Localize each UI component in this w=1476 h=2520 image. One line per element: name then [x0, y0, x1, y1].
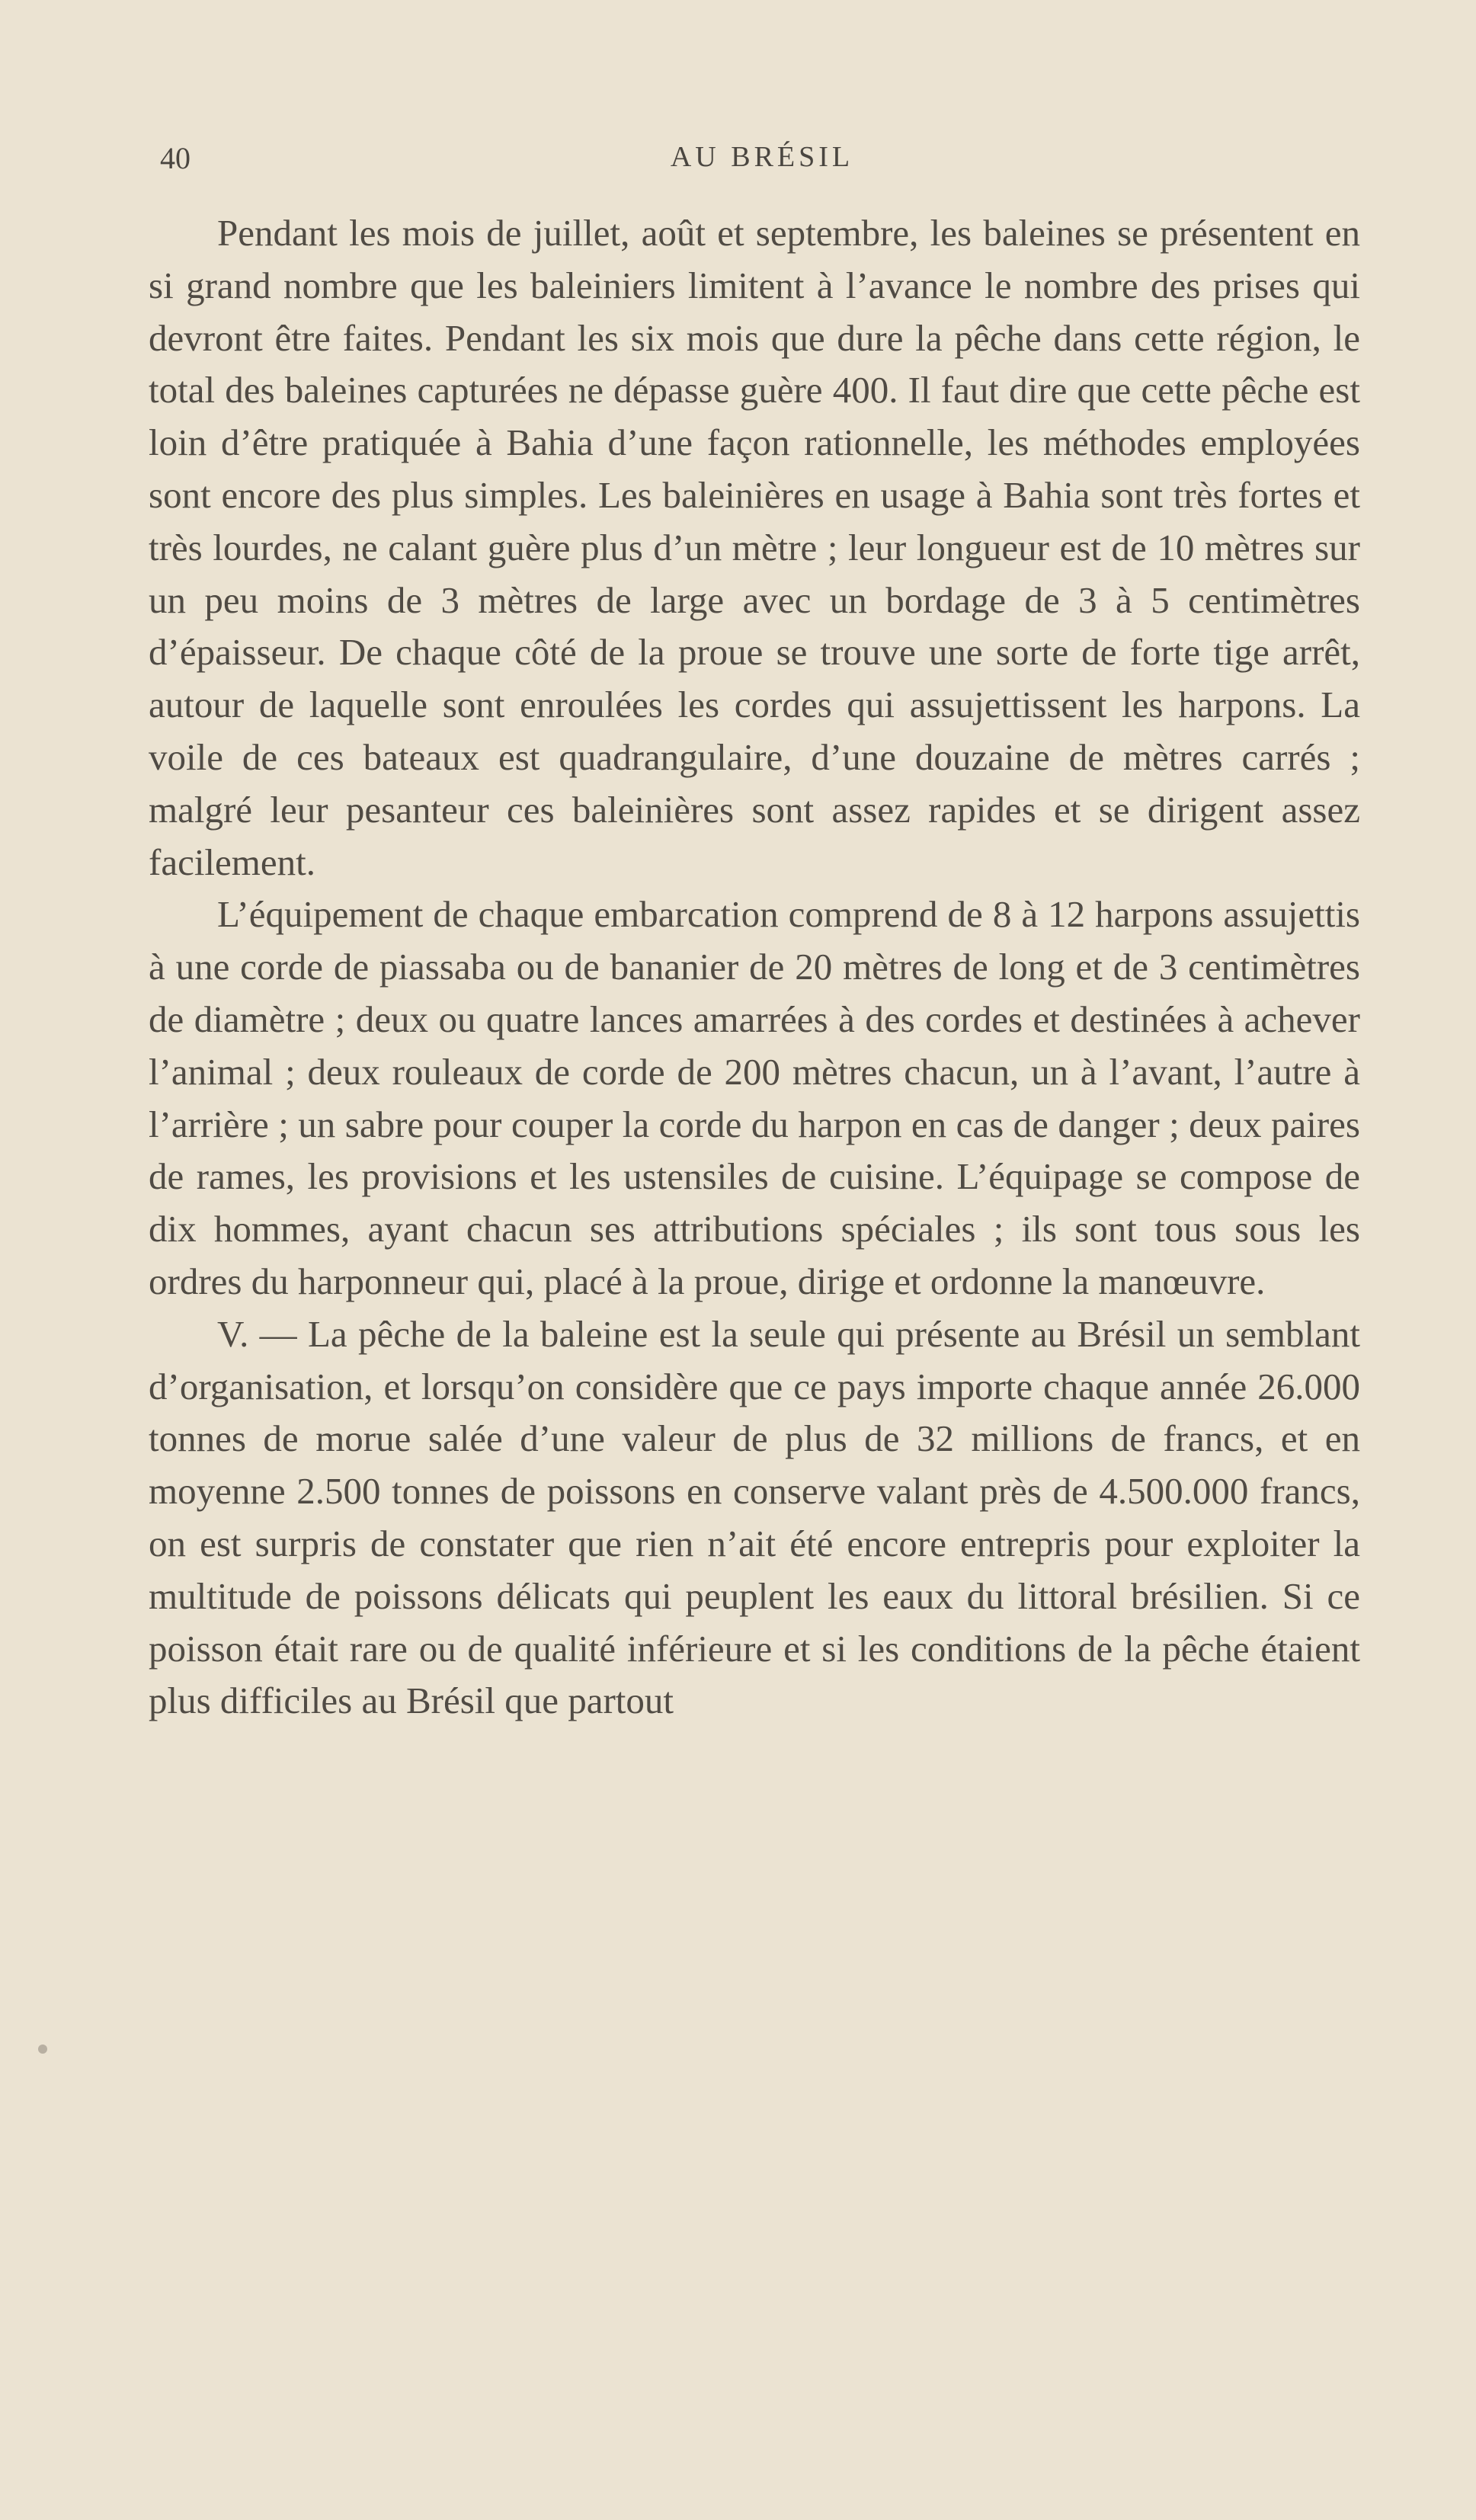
- page-number: 40: [160, 141, 191, 175]
- margin-speck: [38, 2044, 47, 2054]
- paragraph: V. — La pêche de la baleine est la seule qui présente au Brésil un semblant d’organisation, et lorsqu’on considère que ce pays importe chaque année 26.000 tonnes de morue salée d’une valeur de plus de 32 millions de francs, et en moyenne 2.500 tonnes de poissons en conserve valant près de 4.500.000 francs, on est surpris de constater que rien n’ait été encore entrepris pour exploiter la multitude de poissons délicats qui peuplent les eaux du littoral brésilien. Si ce poisson était rare ou de qualité inférieure et si les conditions de la pêche étaient plus difficiles au Brésil que partout: [149, 1312, 1360, 1722]
- body-text: [149, 207, 1360, 1727]
- running-title: AU BRÉSIL: [670, 141, 854, 173]
- page-header: [160, 140, 1364, 186]
- paragraph: L’équipement de chaque embarcation comprend de 8 à 12 harpons assujettis à une corde de piassaba ou de bananier de 20 mètres de long et de 3 centimètres de diamètre ; deux ou quatre lances amarrées à des cordes et destinées à achever l’animal ; deux rouleaux de corde de 200 mètres chacun, un à l’avant, l’autre à l’arrière ; un sabre pour couper la corde du harpon en cas de danger ; deux paires de rames, les provisions et les ustensiles de cuisine. L’équipage se compose de dix hommes, ayant chacun ses attributions spéciales ; ils sont tous sous les ordres du harponneur qui, placé à la proue, dirige et ordonne la manœuvre.: [149, 893, 1360, 1302]
- paragraph: Pendant les mois de juillet, août et septembre, les baleines se présentent en si grand nombre que les baleiniers limitent à l’avance le nombre des prises qui devront être faites. Pendant les six mois que dure la pêche dans cette région, le total des baleines capturées ne dépasse guère 400. Il faut dire que cette pêche est loin d’être pratiquée à Bahia d’une façon rationnelle, les méthodes employées sont encore des plus simples. Les baleinières en usage à Bahia sont très fortes et très lourdes, ne calant guère plus d’un mètre ; leur longueur est de 10 mètres sur un peu moins de 3 mètres de large avec un bordage de 3 à 5 centimètres d’épaisseur. De chaque côté de la proue se trouve une sorte de forte tige arrêt, autour de laquelle sont enroulées les cordes qui assujettissent les harpons. La voile de ces bateaux est quadrangulaire, d’une douzaine de mètres carrés ; malgré leur pesanteur ces baleinières sont assez rapides et se dirigent assez facilement.: [149, 212, 1360, 883]
